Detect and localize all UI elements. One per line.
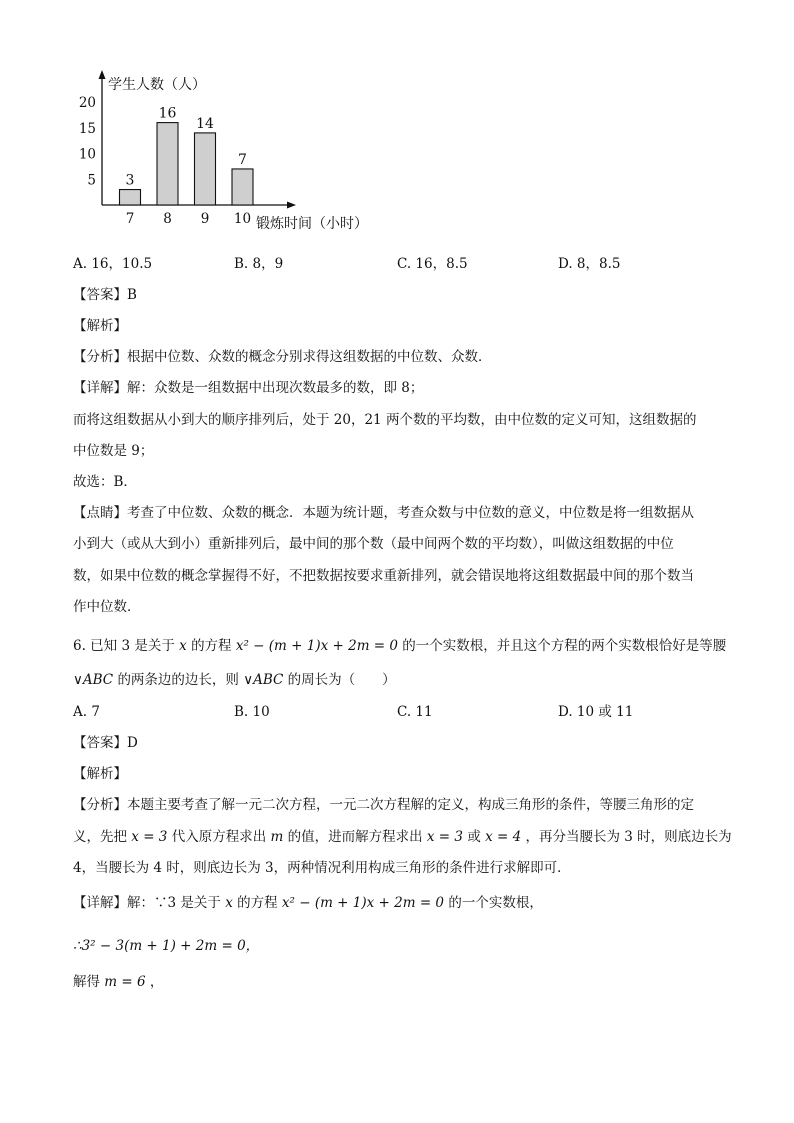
q6-option-c: C. 11 (397, 704, 433, 720)
q5-detail-1: 【详解】解：众数是一组数据中出现次数最多的数，即 8； (73, 380, 424, 396)
y-axis-arrow (99, 70, 106, 79)
q6-equation: x² − (m + 1)x + 2m = 0 (235, 638, 398, 654)
q6-detail-x: x (225, 895, 233, 911)
q6-stem-e: 的周长为（ ） (287, 672, 396, 688)
bar-value-label: 14 (196, 115, 214, 132)
q6-fenxi-eq3: x = 4 (485, 829, 522, 845)
q6-detail-1b: 的方程 (237, 895, 278, 911)
q6-fenxi-eq2: x = 3 (426, 829, 464, 845)
q6-option-b: B. 10 (234, 704, 270, 720)
y-tick-label: 10 (78, 146, 96, 163)
q6-fenxi-2e: ，再分当腰长为 3 时，则底边长为 (525, 829, 732, 845)
q6-detail-3b: ， (149, 974, 164, 990)
q6-detail-3a: 解得 (73, 974, 100, 990)
q6-triangle-2: ∨ABC (243, 672, 284, 688)
q6-detail-eq: x² − (m + 1)x + 2m = 0 (281, 895, 445, 911)
bar (195, 133, 216, 205)
q6-stem-line-1 (73, 636, 726, 656)
q5-detail-3: 中位数是 9； (73, 443, 154, 459)
q5-detail-2: 而将这组数据从小到大的顺序排列后，处于 20，21 两个数的平均数，由中位数的定义可知，这组数据的 (73, 412, 697, 428)
q6-stem-line-2 (73, 670, 396, 690)
bar-value-label: 3 (125, 172, 135, 189)
x-tick-label: 7 (125, 211, 135, 227)
bar (157, 123, 178, 205)
q6-fenxi-2a: 义，先把 (73, 829, 127, 845)
q5-dianjing-3: 数，如果中位数的概念掌握得不好，不把数据按要求重新排列，就会错误地将这组数据最中间的那个数当 (73, 568, 694, 584)
q6-fenxi-1: 【分析】本题主要考查了解一元二次方程，一元二次方程解的定义，构成三角形的条件，等腰三角形的定 (73, 797, 694, 813)
x-tick-label: 8 (163, 211, 172, 227)
q6-stem-c: 的一个实数根，并且这个方程的两个实数根恰好是等腰 (402, 638, 727, 654)
q5-dianjing-2: 小到大（或从大到小）重新排列后，最中间的那个数（最中间两个数的平均数），叫做这组数据的中位 (73, 536, 674, 552)
q6-fenxi-line-2 (73, 827, 732, 847)
q5-dianjing-1: 【点睛】考查了中位数、众数的概念．本题为统计题，考查众数与中位数的意义，中位数是将一组数据从 (73, 505, 694, 521)
q6-analysis-label: 【解析】 (73, 766, 127, 782)
x-tick-label: 9 (200, 211, 210, 227)
q6-stem-a: 6. 已知 3 是关于 (73, 638, 175, 654)
q6-stem-d: 的两条边的边长，则 (117, 672, 239, 688)
q5-dianjing-4: 作中位数． (73, 599, 141, 615)
q6-stem-b: 的方程 (191, 638, 232, 654)
q6-answer: 【答案】D (73, 735, 138, 751)
q5-option-c: C. 16，8.5 (397, 256, 468, 272)
q5-choose: 故选：B． (73, 474, 137, 490)
x-axis-label: 锻炼时间（小时） (256, 216, 368, 232)
q6-detail-3-eq: m = 6 (104, 974, 146, 990)
q6-detail-line-3 (73, 972, 163, 992)
q6-fenxi-2c: 的值，进而解方程求出 (287, 829, 423, 845)
y-axis-label: 学生人数（人） (108, 77, 206, 93)
bar-value-label: 16 (158, 105, 177, 122)
y-tick-label: 5 (87, 172, 96, 189)
q6-detail-1a: 【详解】解：∵3 是关于 (73, 895, 221, 911)
x-tick-label: 10 (233, 211, 252, 227)
q6-var-x: x (179, 638, 187, 654)
y-tick-label: 20 (78, 95, 96, 111)
y-tick-label: 15 (78, 120, 96, 137)
q6-fenxi-2b: 代入原方程求出 (171, 829, 267, 845)
q5-option-a: A. 16，10.5 (73, 256, 153, 272)
q5-option-d: D. 8，8.5 (558, 256, 621, 272)
q6-detail-1c: 的一个实数根， (448, 895, 543, 911)
q6-fenxi-eq: x = 3 (131, 829, 168, 845)
q6-option-d: D. 10 或 11 (558, 704, 634, 720)
q6-fenxi-2d: 或 (467, 829, 481, 845)
bar-chart (60, 60, 400, 240)
q6-option-a: A. 7 (73, 704, 100, 720)
q6-triangle-1: ∨ABC (73, 672, 114, 688)
q6-detail-2: ∴3² − 3(m + 1) + 2m = 0， (73, 938, 260, 954)
q6-fenxi-3: 4，当腰长为 4 时，则底边长为 3，两种情况利用构成三角形的条件进行求解即可． (73, 860, 571, 876)
q5-option-b: B. 8，9 (234, 256, 284, 272)
bar (120, 190, 141, 205)
q5-fenxi: 【分析】根据中位数、众数的概念分别求得这组数据的中位数、众数． (73, 349, 492, 365)
q6-fenxi-m: m (270, 829, 284, 845)
q6-detail-line-1 (73, 893, 543, 913)
q5-answer: 【答案】B (73, 287, 137, 303)
x-axis-arrow (287, 202, 296, 209)
bar-value-label: 7 (238, 151, 247, 168)
bar (232, 169, 253, 205)
q5-analysis-label: 【解析】 (73, 318, 127, 334)
